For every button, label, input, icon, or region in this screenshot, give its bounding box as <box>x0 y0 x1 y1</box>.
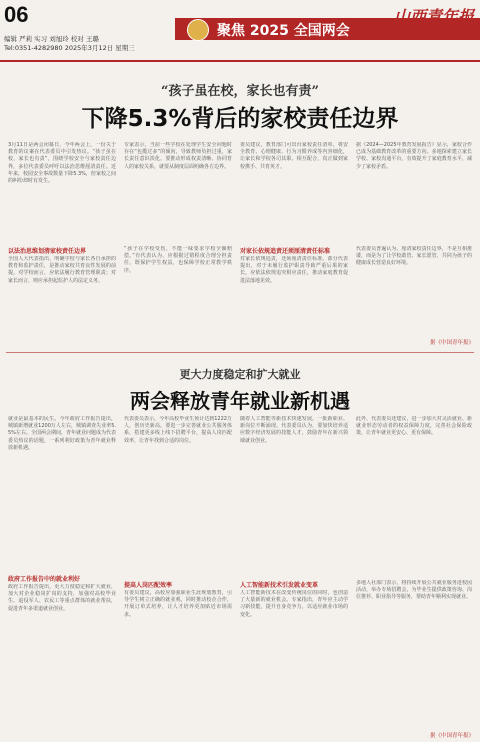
article2-subhead3: 人工智能新技术引发就业变革 <box>240 582 319 589</box>
article2-col2b: 有委员建议，高校应加强职业生涯规划教育，引导学生树立正确的就业观，同时推动校企合作，开展订单式培养，让人才培养更加贴近市场需求。 <box>124 590 232 618</box>
section-title: 聚焦 2025 全国两会 <box>217 23 350 39</box>
newspaper-brand: 山西青年报 <box>393 7 474 26</box>
article1-col1: 3月11日是两会闭幕日，今年两会上，一份关于教育的议案在代表委员中引发热议。“孩子虽在校，家长也有责”，围绕学校安全与家校责任边界，多位代表委员呼吁以法治思维厘清责任。近年来，校园安全事故数量下降5.3%，但家校之间的纠纷却时有发生。 <box>8 142 116 185</box>
article1-subhead1: 以法治思维划清家校责任边界 <box>8 248 87 255</box>
article1-col4b: 代表委员普遍认为，厘清家校责任边界，不是互相推诿，而是为了让学校敢管、家长愿管，共同为孩子的健康成长营造良好环境。 <box>356 246 472 267</box>
article1-subhead2: 对家长依规追责还须厘清责任标准 <box>240 248 331 255</box>
article2-col4b: 多地人社部门表示，将持续开展公共就业服务进校园活动，举办专场招聘会，为毕业生提供政策咨询、岗位推荐、职业指导等服务，帮助青年顺利实现就业。 <box>356 580 472 601</box>
article2-source: 据《中国青年报》 <box>430 733 475 739</box>
article2-col3b: 人工智能新技术在改变传统岗位的同时，也创造了大量新的就业机会。专家指出，青年应主动学习新技能，提升自身竞争力，以适应就业市场的变化。 <box>240 590 348 618</box>
article2-col1: 就业是最基本的民生。今年政府工作报告提出，城镇新增就业1200万人左右，城镇调查失业率5.5%左右。全国两会期间，青年就业问题成为代表委员热议的话题，一系列利好政策为青年就业释放新机遇。 <box>8 416 116 451</box>
article2-subhead2: 提高人岗匹配效率 <box>124 582 173 589</box>
article2-headline: 两会释放青年就业新机遇 <box>130 389 350 413</box>
header-rule <box>0 60 480 62</box>
article2-kicker: 更大力度稳定和扩大就业 <box>179 368 301 381</box>
article1-col4: 据《2024—2025年教育发展报告》显示，家校合作已成为基础教育改革的重要方向。多地探索建立家长学校、家校沟通平台，有效提升了家庭教育水平，减少了家校矛盾。 <box>356 142 472 170</box>
article1-source: 据《中国青年报》 <box>430 340 475 346</box>
page-number: 06 <box>4 2 29 27</box>
article2-col3: 随着人工智能等新技术快速发展，一批新职业、新岗位不断涌现。代表委员认为，要加快培养适应数字经济发展的技能人才，鼓励青年在新兴领域就业创业。 <box>240 416 348 444</box>
editor-credits: 编辑 严莉 实习 刘旭玲 校对 王璐 <box>4 35 99 43</box>
article1-col3b: 对家长依规追责，还须厘清责任标准。部分代表提出，对于未履行监护职责导致严重后果的家长，应依法依规追究相应责任，推动家庭教育促进法落地见效。 <box>240 256 348 284</box>
article1-col1b: 全国人大代表指出，明确学校与家长各自承担的教育和监护责任，是推动家校共育良性发展的前提。对学校而言，应依法履行教育管理职责；对家长而言，则应承担起监护人的法定义务。 <box>8 256 116 284</box>
article1-headline: 下降5.3%背后的家校责任边界 <box>81 106 399 132</box>
article2-subhead1: 政府工作报告中的就业利好 <box>8 576 81 583</box>
article1-kicker: “孩子虽在校，家长也有责” <box>161 84 319 99</box>
emblem-icon <box>187 19 209 41</box>
article2-col2: 代表委员表示，今年高校毕业生预计达到1222万人，创历史新高。要进一步完善就业公共服务体系，搭建更多线上线下招聘平台，提高人岗匹配效率，让青年找到合适的岗位。 <box>124 416 232 444</box>
article1-col2b: “孩子在学校受伤，不能一味要求学校全额赔偿。”有代表认为，应根据过错程度合理分担责任，既保护学生权益，也保障学校正常教学秩序。 <box>124 246 232 274</box>
page-header <box>0 0 480 62</box>
article-divider <box>6 352 474 353</box>
article2-col4: 此外，代表委员还建议，进一步加大对灵活就业、新就业形态劳动者的权益保障力度，完善社会保险政策，让青年就业更安心、更有保障。 <box>356 416 472 437</box>
issue-date-line: Tel:0351-4282980 2025年3月12日 星期三 <box>4 44 135 52</box>
article1-col2: 专家表示，当前一些学校在处理学生安全问题时存在“包揽过多”的倾向，导致教师负担过重，家长责任意识淡化。要推动形成权责清晰、协同育人的家校关系，就要从制度层面明确各方边界。 <box>124 142 232 170</box>
article1-col3: 委员建议，教育部门可出台家校责任清单，将安全教育、心理健康、行为习惯养成等内容细化，让家长和学校各司其职、相互配合，真正做到家校携手、共育英才。 <box>240 142 348 170</box>
article2-col1b: 政府工作报告提出，更大力度稳定和扩大就业，加大对企业稳岗扩岗的支持，加强对高校毕业生、退役军人、农民工等重点群体的就业帮扶，促进青年多渠道就业创业。 <box>8 584 116 612</box>
